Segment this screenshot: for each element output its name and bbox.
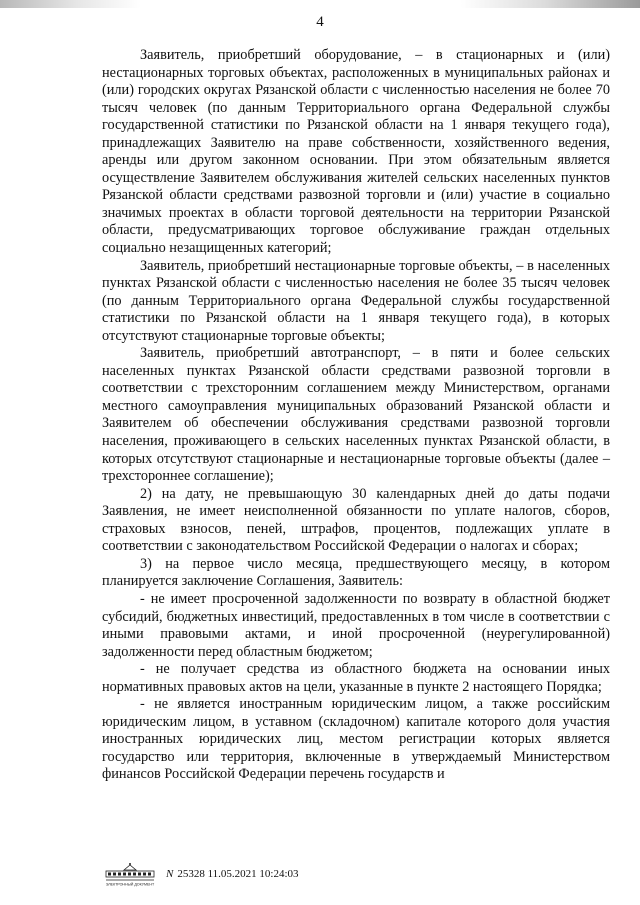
registry-number-timestamp: 25328 11.05.2021 10:24:03 (177, 867, 299, 880)
paragraph-nonstationary: Заявитель, приобретший нестационарные торговые объекты, – в населенных пунктах Рязанской области с численностью населения не более 35 тысяч человек (по данным Территориального органа Федеральной службы государственной статистики по Рязанской области на 1 января текущего года), в которых отсутствуют стационарные торговые объекты; (102, 257, 610, 344)
document-footer (102, 861, 299, 887)
paragraph-item-2: 2) на дату, не превышающую 30 календарных дней до даты подачи Заявления, не имеет неисполненной обязанности по уплате налогов, сборов, страховых взносов, пеней, штрафов, процентов, подлежащих уплате в соответствии с законодательством Российской Федерации о налогах и сборах; (102, 485, 610, 555)
paragraph-no-funds: - не получает средства из областного бюджета на основании иных нормативных правовых актов на цели, указанные в пункте 2 настоящего Порядка; (102, 661, 610, 695)
paragraph-vehicles: Заявитель, приобретший автотранспорт, – в пяти и более сельских населенных пунктах Рязанской области средствами развозной торговли в соответствии с трехсторонним соглашением между Министерством, органами местного самоуправления муниципальных образований Рязанской области и Заявителем об обеспечении обслуживания средствами развозной торговли населения, проживающего в сельских населенных пунктах Рязанской области, в которых отсутствуют стационарные и нестационарные торговые объекты (далее – трехстороннее соглашение); (102, 345, 610, 485)
registry-stamp-icon (102, 861, 158, 887)
registry-code: N (166, 867, 174, 880)
page-number: 4 (316, 14, 324, 30)
paragraph-foreign-entity: - не является иностранным юридическим лицом, а также российским юридическим лицом, в уставном (складочном) капитале которого доля участия иностранных юридических лиц, местом регистрации которых является государство или территория, включенные в утверждаемый Министерством финансов Российской Федерации перечень государств и (102, 696, 610, 783)
document-body (102, 47, 610, 784)
scan-edge (0, 0, 640, 8)
paragraph-debt: - не имеет просроченной задолженности по возврату в областной бюджет субсидий, бюджетных инвестиций, предоставленных в том числе в соответствии с иными правовыми актами, и иной просроченной (неурегулированной) задолженности перед областным бюджетом; (102, 590, 610, 660)
paragraph-equipment: Заявитель, приобретший оборудование, – в стационарных и (или) нестационарных торговых объектах, расположенных в муниципальных районах и (или) городских округах Рязанской области с численностью населения не более 70 тысяч человек (по данным Территориального органа Федеральной службы государственной статистики по Рязанской области на 1 января текущего года), принадлежащих Заявителю на праве собственности, хозяйственного ведения, аренды или другом законном основании. При этом обязательным является осуществление Заявителем обслуживания жителей сельских населенных пунктов Рязанской области средствами развозной торговли и (или) участие в социально значимых проектах в области торговой деятельности на территории Рязанской области, предусматривающих торговое обслуживание граждан отдельных социально незащищенных категорий; (102, 47, 610, 257)
stamp-text: ЭЛЕКТРОННЫЙ ДОКУМЕНТ (105, 882, 155, 887)
paragraph-item-3: 3) на первое число месяца, предшествующего месяцу, в котором планируется заключение Соглашения, Заявитель: (102, 555, 610, 590)
